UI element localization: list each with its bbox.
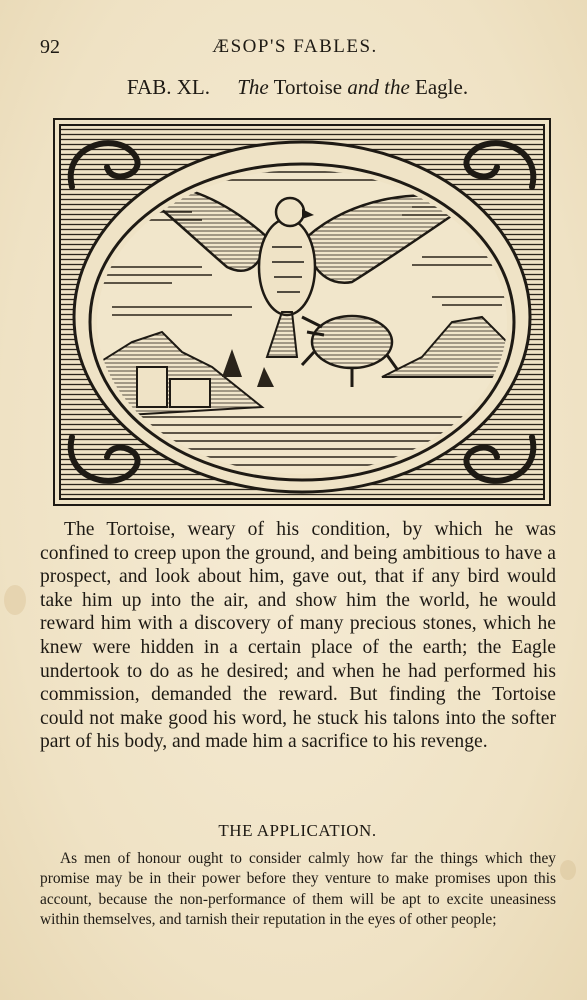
fable-paragraph: The Tortoise, weary of his condition, by which he was confined to creep upon the ground, and being ambitious to have a prospect, and look about him, gave out, that if any bird would take him up into the air, and show him the world, he would reward him with a discovery of many precious stones, which he knew were hidden in a certain place of the earth; the Eagle undertook to do as he desired; and when he had performed his commission, demanded the reward. But finding the Tortoise could not make good his word, he stuck his talons into the softer part of his body, and made him a sacrifice to his revenge.: [40, 519, 556, 753]
application-body: [40, 849, 556, 931]
fable-body: [40, 518, 556, 754]
application-heading: THE APPLICATION.: [218, 821, 377, 840]
fable-title-eagle: Eagle.: [415, 75, 469, 99]
woodcut-illustration: [52, 117, 552, 507]
eagle-tortoise-woodcut: [52, 117, 552, 507]
fable-title-tortoise: Tortoise: [273, 75, 343, 99]
paper-stain: [560, 860, 576, 880]
paper-stain: [4, 585, 26, 615]
fable-number: FAB. XL.: [126, 75, 210, 99]
fable-heading: [40, 75, 555, 100]
application-paragraph: As men of honour ought to consider calmly how far the things which they promise may be in their power before they venture to make promises upon this account, because the non-performance of them will be apt to excite uneasiness within themselves, and tarnish their reputation in the eyes of other people;: [40, 850, 556, 929]
book-title: ÆSOP'S FABLES.: [212, 36, 378, 57]
fable-title-and-the: and the: [347, 75, 410, 99]
running-head: [40, 36, 550, 60]
fable-title-the: The: [237, 75, 269, 99]
page-number: 92: [40, 36, 60, 58]
